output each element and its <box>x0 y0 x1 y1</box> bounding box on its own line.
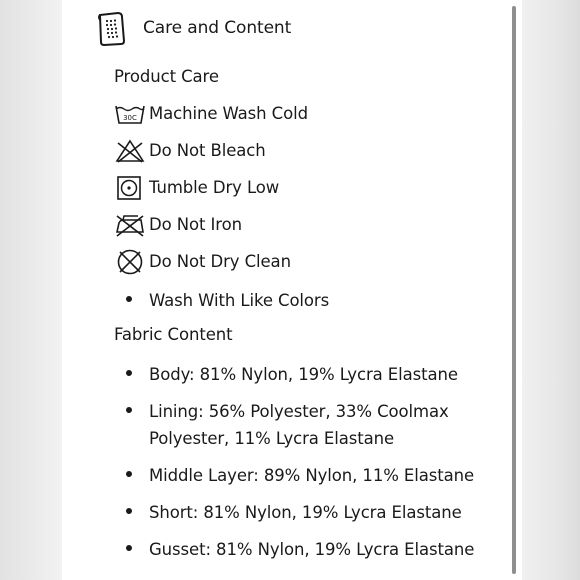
fabric-content-heading: Fabric Content <box>114 325 233 344</box>
bullet-icon <box>126 296 132 302</box>
bullet-icon <box>126 508 132 514</box>
bullet-icon <box>126 407 132 413</box>
no-dry-clean-icon <box>114 249 146 275</box>
bullet-icon <box>126 471 132 477</box>
bullet-icon <box>126 545 132 551</box>
fabric-label: Middle Layer: 89% Nylon, 11% Elastane <box>149 466 475 485</box>
tumble-dry-low-icon <box>114 175 146 201</box>
scrollbar[interactable] <box>512 6 516 574</box>
bullet-icon <box>126 370 132 376</box>
wash-30c-icon <box>114 101 146 127</box>
fabric-label: Lining: 56% Polyester, 33% Coolmax <box>149 402 449 421</box>
care-label: Do Not Dry Clean <box>149 252 291 271</box>
fabric-label: Short: 81% Nylon, 19% Lycra Elastane <box>149 503 462 522</box>
care-label: Do Not Iron <box>149 215 242 234</box>
care-label: Do Not Bleach <box>149 141 266 160</box>
care-label: Machine Wash Cold <box>149 104 308 123</box>
fabric-label: Gusset: 81% Nylon, 19% Lycra Elastane <box>149 540 475 559</box>
fabric-label: Body: 81% Nylon, 19% Lycra Elastane <box>149 365 458 384</box>
no-bleach-icon <box>114 138 146 164</box>
panel-title: Care and Content <box>143 18 292 38</box>
product-care-heading: Product Care <box>114 67 219 86</box>
care-label-icon <box>96 11 130 47</box>
svg-text:30C: 30C <box>123 114 137 122</box>
care-label: Tumble Dry Low <box>149 178 280 197</box>
no-iron-icon <box>114 212 146 238</box>
fabric-label-continued: Polyester, 11% Lycra Elastane <box>149 429 395 448</box>
care-label: Wash With Like Colors <box>149 291 330 310</box>
